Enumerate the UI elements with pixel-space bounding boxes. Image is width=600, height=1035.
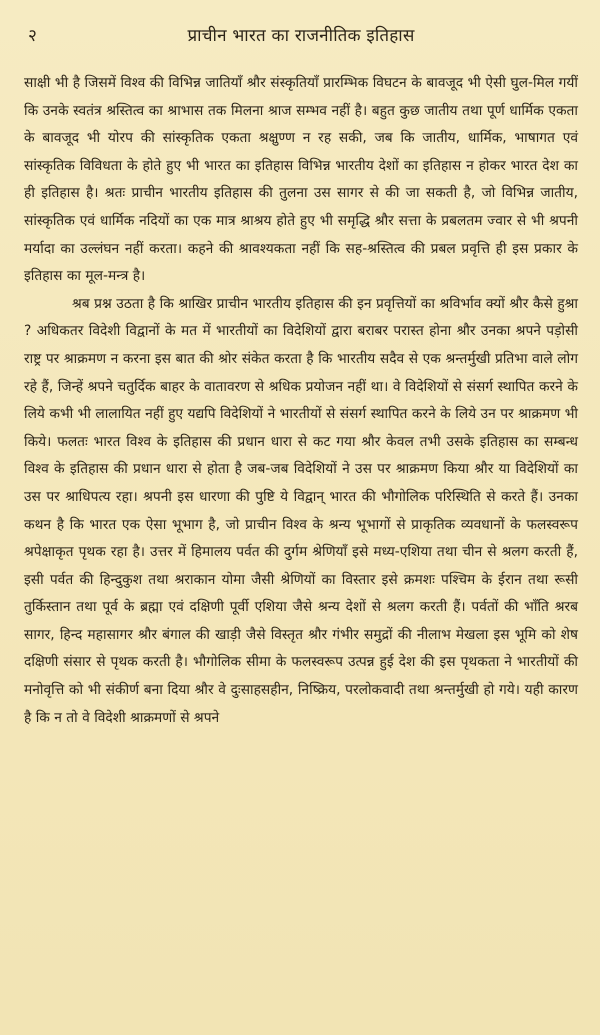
page-number: २ bbox=[28, 26, 37, 46]
page-header bbox=[24, 22, 578, 54]
running-title: प्राचीन भारत का राजनीतिक इतिहास bbox=[187, 26, 415, 46]
paragraph: श्रब प्रश्न उठता है कि श्राखिर प्राचीन भारतीय इतिहास की इन प्रवृत्तियों का श्रविर्भाव क्यों श्रौर कैसे हुश्रा ? अधिकतर विदेशी विद्वानों के मत में भारतीयों का विदेशियों द्वारा बराबर परास्त होना श्रौर उनका श्रपने पड़ोसी राष्ट्र पर श्राक्रमण न करना इस बात की श्रोर संकेत करता है कि भारतीय सदैव से एक श्रन्तर्मुखी प्रतिभा वाले लोग रहे हैं, जिन्हें श्रपने चतुर्दिक बाहर के वातावरण से श्रधिक प्रयोजन नहीं था। वे विदेशियों से संसर्ग स्थापित करने के लिये कभी भी लालायित नहीं हुए यद्यपि विदेशियों ने भारतीयों से संसर्ग स्थापित करने के लिये उन पर श्राक्रमण भी किये। फलतः भारत विश्व के इतिहास की प्रधान धारा से कट गया श्रौर केवल तभी उसके इतिहास का सम्बन्ध विश्व के इतिहास की प्रधान धारा से होता है जब-जब विदेशियों ने उस पर श्राक्रमण किया श्रौर या विदेशियों का उस पर श्राधिपत्य रहा। श्रपनी इस धारणा की पुष्टि ये विद्वान् भारत की भौगोलिक परिस्थिति से करते हैं। उनका कथन है कि भारत एक ऐसा भूभाग है, जो प्राचीन विश्व के श्रन्य भूभागों से प्राकृतिक व्यवधानों के फलस्वरूप श्रपेक्षाकृत पृथक रहा है। उत्तर में हिमालय पर्वत की दुर्गम श्रेणियाँ इसे मध्य-एशिया तथा चीन से श्रलग करती हैं, इसी पर्वत की हिन्दुकुश तथा श्रराकान योमा जैसी श्रेणियों का विस्तार इसे क्रमशः पश्चिम के ईरान तथा रूसी तुर्किस्तान तथा पूर्व के ब्रह्मा एवं दक्षिणी पूर्वी एशिया जैसे श्रन्य देशों से श्रलग करती हैं। पर्वतों की भाँति श्ररब सागर, हिन्द महासागर श्रौर बंगाल की खाड़ी जैसे विस्तृत श्रौर गंभीर समुद्रों की नीलाभ मेखला इस भूमि को शेष दक्षिणी संसार से पृथक करती है। भौगोलिक सीमा के फलस्वरूप उत्पन्न हुई देश की इस पृथकता ने भारतीयों की मनोवृत्ति को भी संकीर्ण बना दिया श्रौर वे दुःसाहसहीन, निष्क्रिय, परलोकवादी तथा श्रन्तर्मुखी हो गये। यही कारण है कि न तो वे विदेशी श्राक्रमणों से श्रपने bbox=[24, 295, 578, 726]
paragraph: साक्षी भी है जिसमें विश्व की विभिन्न जातियाँ श्रौर संस्कृतियाँ प्रारम्भिक विघटन के बावजूद भी ऐसी घुल-मिल गयीं कि उनके स्वतंत्र श्रस्तित्व का श्राभास तक मिलना श्राज सम्भव नहीं है। बहुत कुछ जातीय तथा पूर्ण धार्मिक एकता के बावजूद भी योरप की सांस्कृतिक एकता श्रक्षुण्ण न रह सकी, जब कि जातीय, धार्मिक, भाषागत एवं सांस्कृतिक विविधता के होते हुए भी भारत का इतिहास विभिन्न भारतीय देशों का इतिहास न होकर भारत देश का ही इतिहास है। श्रतः प्राचीन भारतीय इतिहास की तुलना उस सागर से की जा सकती है, जो विभिन्न जातीय, सांस्कृतिक एवं धार्मिक नदियों का एक मात्र श्राश्रय होते हुए भी समृद्धि श्रौर सत्ता के प्रबलतम ज्वार से भी श्रपनी मर्यादा का उल्लंघन नहीं करता। कहने की श्रावश्यकता नहीं कि सह-श्रस्तित्व की प्रबल प्रवृत्ति ही इस प्रकार के इतिहास का मूल-मन्त्र है। bbox=[24, 75, 578, 285]
body-text bbox=[24, 70, 578, 732]
